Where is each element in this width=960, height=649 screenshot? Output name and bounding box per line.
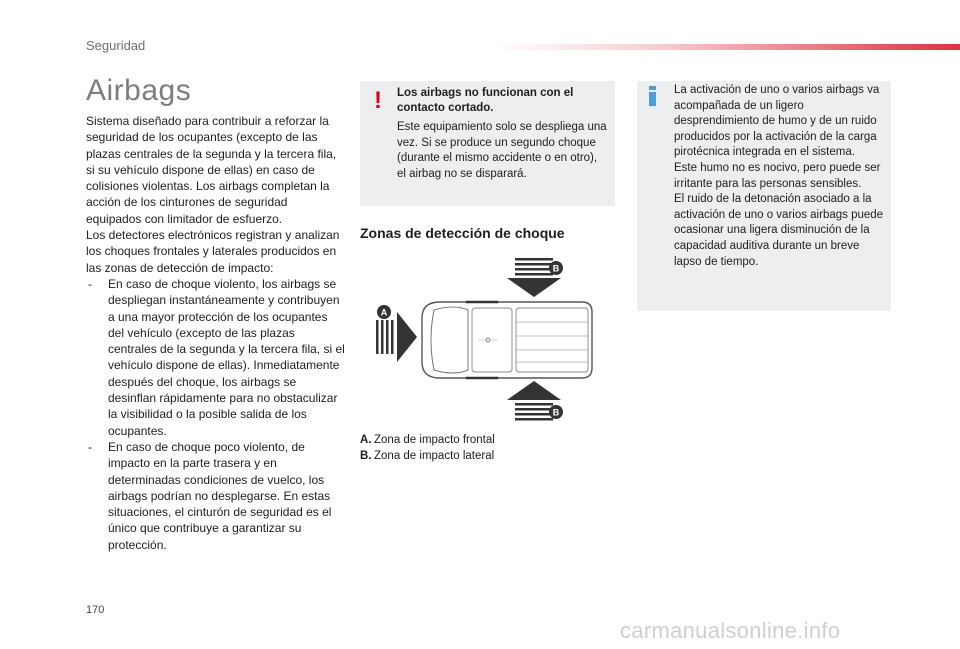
legend-text: Zona de impacto frontal	[374, 434, 495, 446]
legend-key: A.	[360, 434, 372, 446]
list-item-text: En caso de choque poco violento, de impacto en la parte trasera y en determinadas condiciones de vuelco, los airbags podrían no desplegarse. En estas situaciones, el cinturón de seguridad es el único que contribuye a garantizar su protección.	[108, 439, 332, 552]
list-item	[86, 276, 346, 439]
badge-b-top-label: B	[552, 263, 560, 274]
list-item-text: En caso de choque violento, los airbags se despliegan instantáneamente y contribuyen a una mayor protección de los ocupantes del vehículo (excepto de las plazas centrales de la segunda y la tercera fila, si el vehículo dispone de ellas). Inmediatamente después del choque, los airbags se desinflan rápidamente para no obstaculizar la visibilidad o la posible salida de los ocupantes.	[108, 276, 345, 438]
warning-box	[360, 81, 615, 206]
badge-b-bottom-label: B	[552, 407, 560, 418]
header-gradient-bar	[490, 44, 960, 50]
list-item	[86, 439, 346, 553]
bullet-marker: -	[88, 276, 92, 291]
intro-paragraph-1: Sistema diseñado para contribuir a reforzar la seguridad de los ocupantes (excepto de las plazas centrales de la segunda y la tercera fila, si su vehículo dispone de ellas) en caso de colisiones violentas. Los airbags completan la acción de los cinturones de seguridad equipados con limitador de esfuerzo.	[86, 114, 337, 226]
intro-text	[86, 113, 346, 553]
badge-a-label: A	[380, 307, 388, 318]
legend-key: B.	[360, 450, 372, 462]
badge-a	[377, 305, 391, 319]
zones-legend	[360, 432, 495, 464]
badge-b-top	[549, 261, 563, 275]
badge-b-bottom	[549, 405, 563, 419]
section-label: Seguridad	[86, 38, 146, 53]
bullet-marker: -	[88, 439, 92, 454]
legend-text: Zona de impacto lateral	[374, 450, 495, 462]
page-title: Airbags	[86, 74, 192, 107]
warning-exclamation-icon: !	[374, 87, 382, 114]
legend-item	[360, 432, 495, 448]
zones-heading: Zonas de detección de choque	[360, 225, 565, 241]
info-line: Este humo no es nocivo, pero puede ser irritante para las personas sensibles.	[674, 161, 881, 190]
warning-body: Este equipamiento solo se despliega una vez. Si se produce un segundo choque (durante el mismo accidente o en otro), el airbag no se disparará.	[397, 121, 607, 180]
warning-title: Los airbags no funcionan con el contacto cortado.	[397, 87, 574, 114]
vehicle-top-view	[422, 302, 592, 378]
impact-zones-diagram	[370, 250, 610, 425]
intro-paragraph-2: Los detectores electrónicos registran y analizan los choques frontales y laterales producidos en las zonas de detección de impacto:	[86, 228, 340, 275]
info-box	[637, 81, 891, 311]
info-line: El ruido de la detonación asociado a la activación de uno o varios airbags puede ocasionar una ligera disminución de la capacidad auditiva durante un breve lapso de tiempo.	[674, 193, 884, 268]
watermark: carmanualsonline.info	[620, 618, 841, 643]
info-body	[674, 83, 886, 270]
info-icon	[649, 86, 656, 106]
info-line: La activación de uno o varios airbags va acompañada de un ligero desprendimiento de humo y de un ruido producidos por la activación de la carga pirotécnica integrada en el sistema.	[674, 84, 880, 159]
arrow-a	[376, 312, 417, 362]
page-number: 170	[86, 604, 105, 616]
legend-item	[360, 448, 495, 464]
